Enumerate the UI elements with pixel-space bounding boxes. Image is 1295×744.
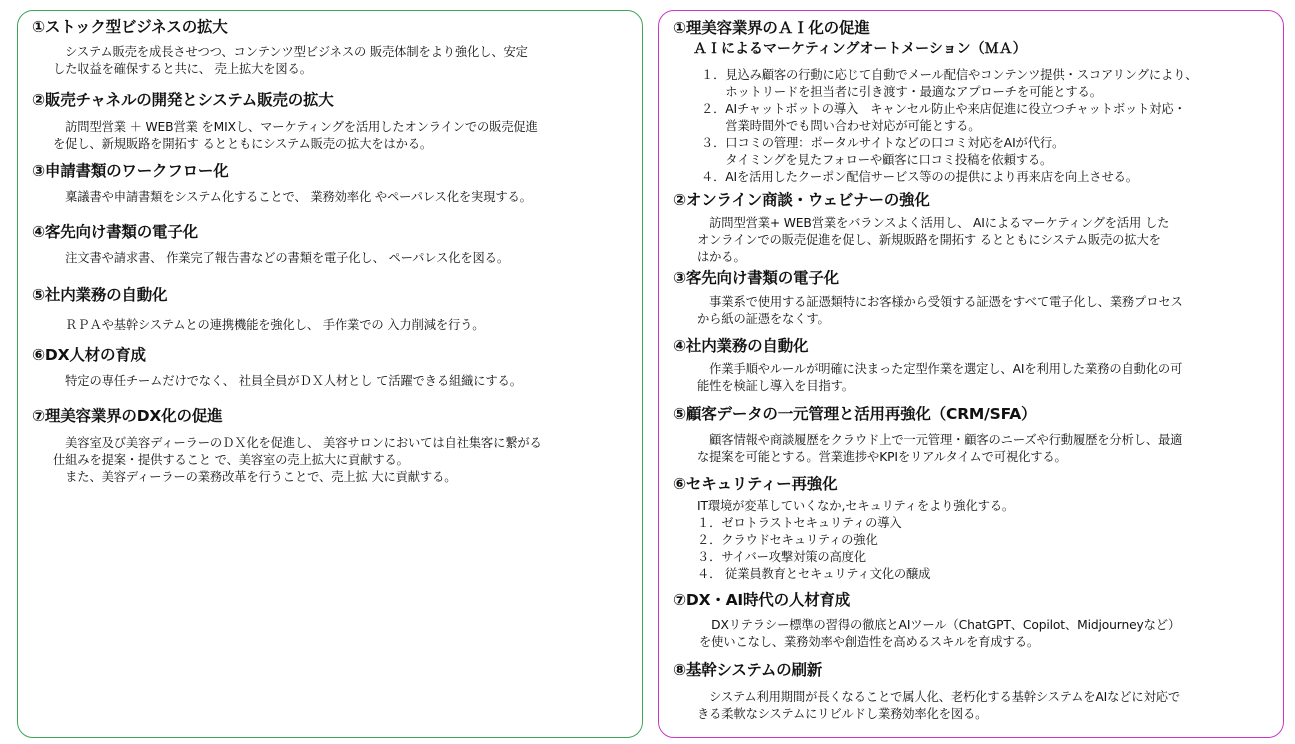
section-title: ①理美容業界のＡＩ化の促進 [673,19,870,37]
section-body [53,435,542,486]
body-line: システム利用期間が長くなることで属人化、老朽化する基幹システムをAIなどに対応で [697,690,1181,704]
body-line: を使いこなし、業務効率や創造性を高めるスキルを育成する。 [699,635,1039,649]
section-title: ⑦理美容業界のDX化の促進 [32,407,223,425]
body-line: オンラインでの販売促進を促し、新規販路を開拓す るとともにシステム販売の拡大を [697,233,1161,247]
body-line: を促し、新規販路を開拓す るとともにシステム販売の拡大をはかる。 [53,137,433,151]
body-line: ＲＰＡや基幹システムとの連携機能を強化し、 手作業での 入力削減を行う。 [53,318,485,332]
section-subtitle: ＡＩによるマーケティングオートメーション（ＭＡ） [693,41,1027,57]
body-line: な提案を可能とする。営業進捗やKPIをリアルタイムで可視化する。 [697,450,1067,464]
section-title: ⑥DX人材の育成 [32,346,146,364]
body-line: 稟議書や申請書類をシステム化することで、 業務効率化 やペーパレス化を実現する。 [53,190,532,204]
right-panel [658,10,1284,738]
section-title: ⑦DX・AI時代の人材育成 [673,591,851,609]
body-line: ４． 従業員教育とセキュリティ文化の醸成 [697,567,931,581]
left-panel [17,10,643,738]
body-line: から紙の証憑をなくす。 [697,312,830,326]
body-line: 営業時間外でも問い合わせ対応が可能とする。 [701,119,981,133]
body-line: ４．AIを活用したクーポン配信サービス等のの提供により再来店を向上させる。 [701,170,1138,184]
section-title: ②オンライン商談・ウェビナーの強化 [673,191,930,209]
body-line: １．ゼロトラストセキュリティの導入 [697,516,902,530]
body-line: また、美容ディーラーの業務改革を行うことで、売上拡 大に貢献する。 [53,470,457,484]
section-body [53,373,522,390]
body-line: 訪問型営業+ WEB営業をバランスよく活用し、 AIによるマーケティングを活用 した [697,216,1170,230]
section-title: ①ストック型ビジネスの拡大 [32,18,228,36]
body-line: 能性を検証し導入を目指す。 [697,379,854,393]
body-line: 訪問型営業 ＋ WEB営業 をMIXし、マーケティングを活用したオンラインでの販売促進 [53,120,538,134]
body-line: した収益を確保すると共に、 売上拡大を図る。 [53,62,312,76]
section-title: ③申請書類のワークフロー化 [32,162,229,180]
section-title: ③客先向け書類の電子化 [673,269,839,287]
body-line: タイミングを見たフォローや顧客に口コミ投稿を依頼する。 [701,153,1053,167]
section-body [697,294,1183,328]
body-line: IT環境が変革していくなか,セキュリティをより強化する。 [697,499,1015,513]
section-title: ⑤社内業務の自動化 [32,286,168,304]
section-title: ⑤顧客データの一元管理と活用再強化（CRM/SFA） [673,405,1037,423]
section-body [697,215,1169,266]
section-body [53,317,484,334]
section-body [53,250,509,267]
body-line: 顧客情報や商談履歴をクラウド上で一元管理・顧客のニーズや行動履歴を分析し、最適 [697,433,1183,447]
section-body [53,44,528,78]
section-title: ⑧基幹システムの刷新 [673,661,823,679]
section-body [701,67,1197,186]
body-line: 作業手順やルールが明確に決まった定型作業を選定し、AIを利用した業務の自動化の可 [697,362,1183,376]
body-line: ３．口コミの管理：ポータルサイトなどの口コミ対応をAIが代行。 [701,136,1065,150]
body-line: 注文書や請求書、 作業完了報告書などの書類を電子化し、 ペーパレス化を図る。 [53,251,509,265]
body-line: １．見込み顧客の行動に応じて自動でメール配信やコンテンツ提供・スコアリングにより、 [701,68,1198,82]
section-body [697,498,1014,583]
section-title: ⑥セキュリティー再強化 [673,475,838,493]
body-line: ３．サイバー攻撃対策の高度化 [697,550,866,564]
section-body [699,617,1180,651]
body-line: 特定の専任チームだけでなく、 社員全員がＤＸ人材とし て活躍できる組織にする。 [53,374,522,388]
body-line: 仕組みを提案・提供すること で、美容室の売上拡大に貢献する。 [53,453,409,467]
body-line: ２．AIチャットボットの導入 キャンセル防止や来店促進に役立つチャットボット対応・ [701,102,1186,116]
body-line: DXリテラシー標準の習得の徹底とAIツール（ChatGPT、Copilot、Midjourneyなど） [699,618,1181,632]
section-body [697,689,1180,723]
section-body [53,189,532,206]
section-body [697,432,1182,466]
section-title: ④客先向け書類の電子化 [32,223,198,241]
body-line: ホットリードを担当者に引き渡す・最適なアプローチを可能とする。 [701,85,1102,99]
body-line: システム販売を成長させつつ、コンテンツ型ビジネスの 販売体制をより強化し、安定 [53,45,528,59]
body-line: はかる。 [697,250,746,264]
section-title: ②販売チャネルの開発とシステム販売の拡大 [32,91,334,109]
body-line: ２．クラウドセキュリティの強化 [697,533,878,547]
section-body [53,119,538,153]
section-title: ④社内業務の自動化 [673,337,809,355]
section-body [697,361,1182,395]
body-line: きる柔軟なシステムにリビルドし業務効率化を図る。 [697,707,988,721]
body-line: 美容室及び美容ディーラーのＤＸ化を促進し、 美容サロンにおいては自社集客に繋がる [53,436,542,450]
body-line: 事業系で使用する証憑類特にお客様から受領する証憑をすべて電子化し、業務プロセス [697,295,1183,309]
